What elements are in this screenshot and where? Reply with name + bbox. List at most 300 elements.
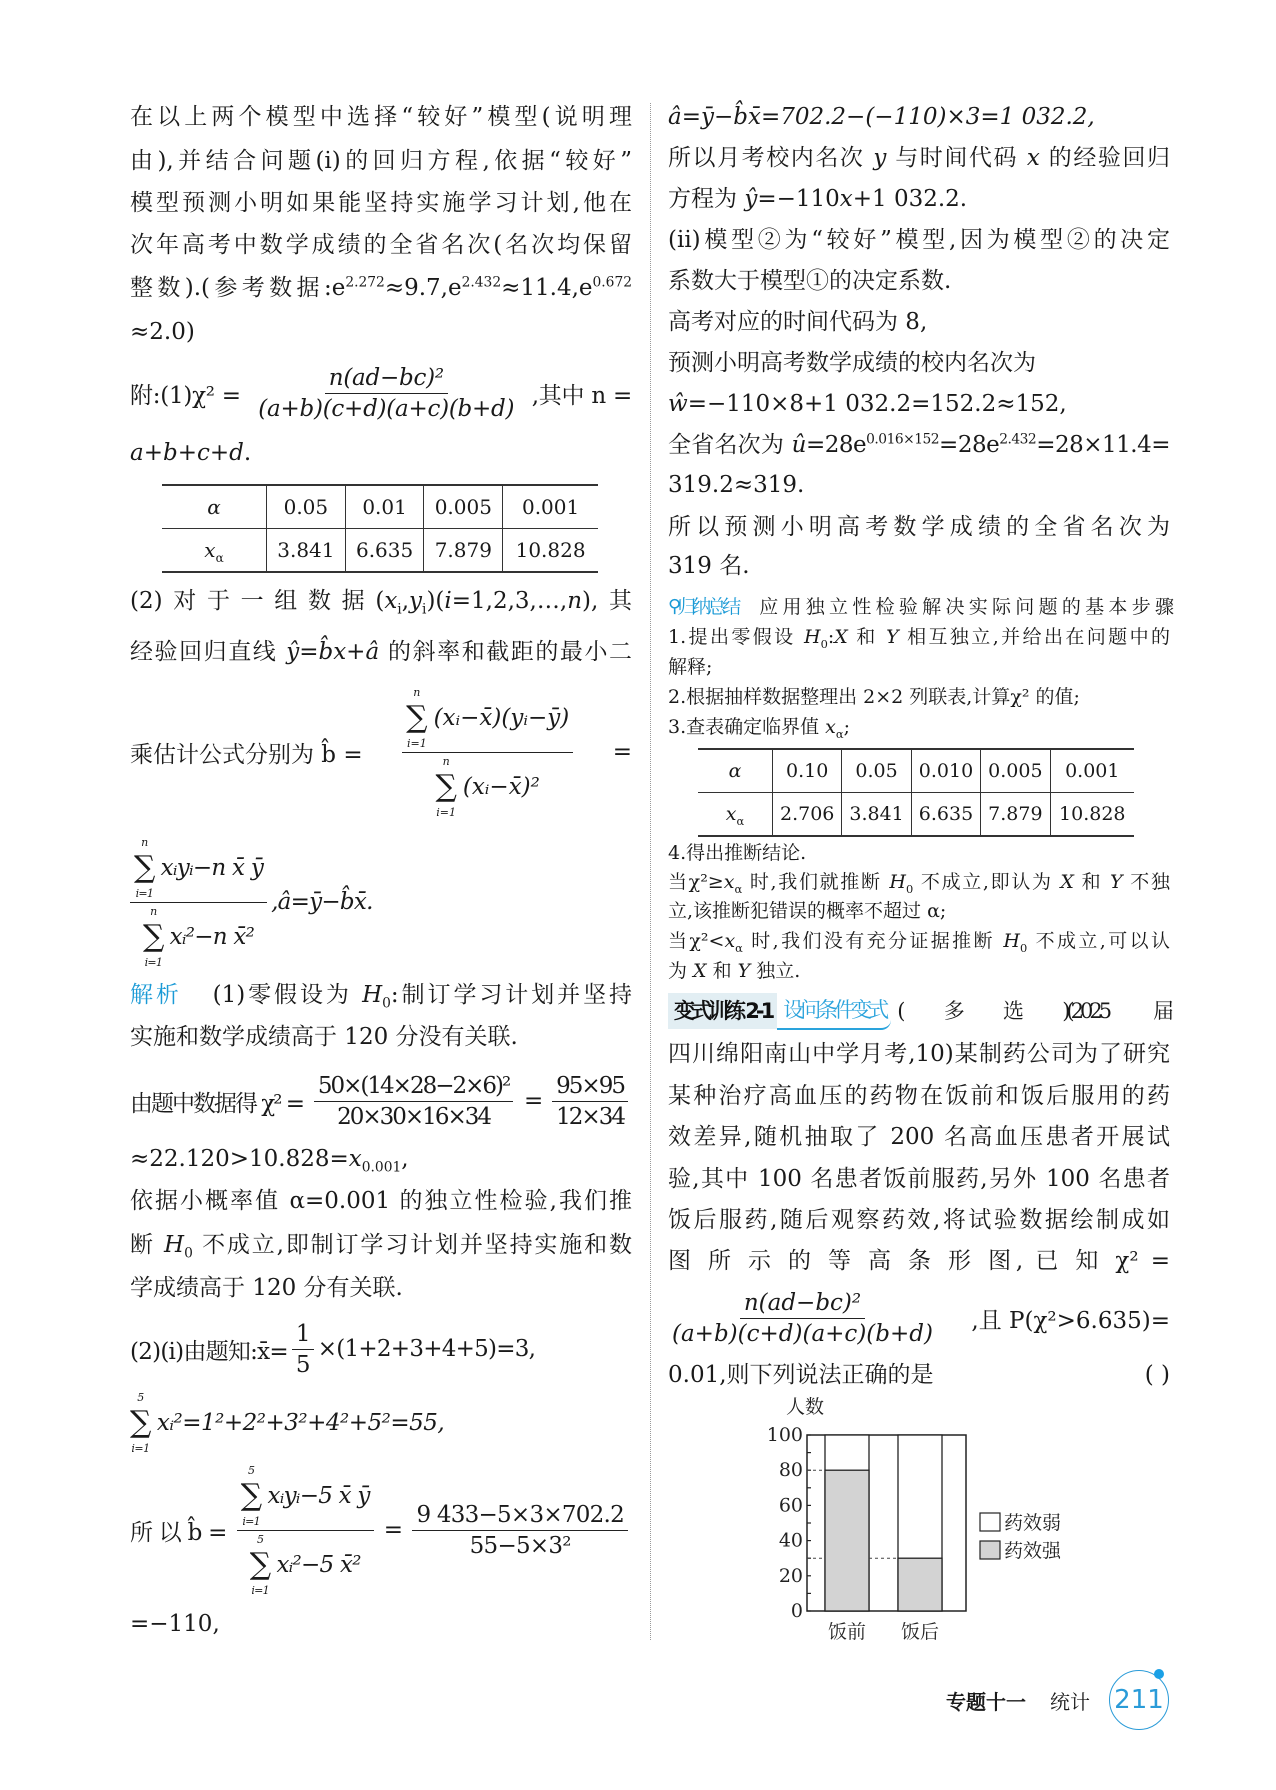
magnifier-icon: ⚲ xyxy=(668,596,678,617)
answer-blank[interactable]: ( ) xyxy=(1144,1362,1170,1388)
text-run: H xyxy=(804,626,821,648)
text-line xyxy=(130,634,632,670)
text-run: =1,2,3,…, xyxy=(451,588,568,614)
text-run: 解释; xyxy=(668,656,713,678)
text-run: ≈11.4,e xyxy=(501,275,593,301)
text-run: 和 xyxy=(706,960,738,982)
sum-upper: n xyxy=(150,904,157,918)
text-line xyxy=(668,181,1170,217)
sigma-icon: ∑ xyxy=(130,1405,151,1440)
variant-first-line: (多选)(2025 届 xyxy=(897,999,1170,1023)
text-run: x xyxy=(348,1146,362,1172)
text-run: 0.016×152 xyxy=(866,431,940,448)
text-run: â xyxy=(365,639,380,665)
slope-formula-alt xyxy=(130,834,373,970)
text-run: Y xyxy=(1110,871,1123,893)
y-tick-label: 0 xyxy=(790,1600,803,1622)
text-run: 0 xyxy=(905,881,914,896)
text-run: 2.根据抽样数据整理出 2×2 列联表,计算χ² 的值; xyxy=(668,686,1080,708)
text-run: 的经验回归 xyxy=(1039,145,1171,171)
denominator: 12×34 xyxy=(556,1103,624,1130)
text-line xyxy=(130,435,632,471)
text-run: 不独 xyxy=(1122,871,1170,893)
footer-topic: 统计 xyxy=(1050,1690,1090,1714)
text-run: 0 xyxy=(1019,940,1028,955)
sigma-icon: ∑ xyxy=(134,849,155,885)
solution-label: 解析 xyxy=(130,982,182,1008)
formula-suffix: = xyxy=(612,739,632,765)
fraction xyxy=(292,1321,314,1378)
text-run: α xyxy=(835,726,844,741)
sum-upper: 5 xyxy=(248,1463,255,1477)
text-run: 整数).(参考数据:e xyxy=(130,275,346,301)
text-run: 不成立,即认为 xyxy=(913,871,1061,893)
text-run: H xyxy=(1003,930,1020,952)
bar-segment-strong xyxy=(825,1470,869,1611)
header-cell: 0.10 xyxy=(773,749,842,793)
text-run: 四川绵阳南山中学月考,10)某制药公司为了研究 xyxy=(668,1041,1170,1067)
text-run: 在以上两个模型中选择“较好”模型(说明理 xyxy=(130,104,632,130)
text-run: ŷ xyxy=(744,186,758,212)
table-row xyxy=(162,529,598,573)
denominator-text: xᵢ²−5 x̄² xyxy=(276,1551,361,1578)
equals-sign: = xyxy=(524,1088,542,1114)
text-run: Y xyxy=(737,960,751,982)
text-run: =28×11.4= xyxy=(1036,432,1170,458)
sum-upper: 5 xyxy=(137,1391,144,1404)
sum-lower: i=1 xyxy=(436,805,457,819)
text-run: x xyxy=(825,716,836,738)
text-run: 当χ²< xyxy=(668,930,725,952)
sigma-icon: ∑ xyxy=(249,1546,271,1582)
summary-line xyxy=(668,714,1170,740)
fraction xyxy=(237,1464,374,1597)
summary-line xyxy=(668,840,1170,866)
text-line xyxy=(130,227,632,263)
text-run: α xyxy=(215,551,224,565)
fraction xyxy=(668,1290,937,1347)
text-run: a+b+c+d xyxy=(130,440,244,466)
text-line xyxy=(130,99,632,135)
slope-calculation xyxy=(130,1462,632,1598)
y-tick-label: 100 xyxy=(766,1424,803,1446)
text-line xyxy=(130,583,632,619)
text-run: 效差异,随机抽取了 200 名高血压患者开展试 xyxy=(668,1124,1170,1150)
text-run: x xyxy=(724,930,736,952)
text-run: α xyxy=(735,940,743,955)
text-line xyxy=(668,1243,1170,1279)
text-run: 方程为 xyxy=(668,186,745,212)
slope-formula xyxy=(130,684,632,820)
formula-prefix: 附:(1)χ² = xyxy=(130,382,241,409)
fraction xyxy=(552,1073,628,1130)
alpha-label: α xyxy=(698,749,773,793)
text-run: 和 xyxy=(1073,871,1111,893)
summary-line xyxy=(668,958,1170,984)
mean-calculation xyxy=(130,1314,535,1384)
text-run: 不成立,即制订学习计划并坚持实施和数 xyxy=(192,1232,633,1258)
text-run: H xyxy=(889,871,906,893)
text-run: (1)零假设为 xyxy=(212,982,363,1008)
value-cell: 7.879 xyxy=(424,529,503,573)
header-cell: 0.05 xyxy=(267,485,346,529)
text-run: 经验回归直线 xyxy=(130,639,287,665)
sigma-icon: ∑ xyxy=(142,918,164,954)
text-run: n xyxy=(567,588,583,614)
header-cell: 0.001 xyxy=(1050,749,1134,793)
text-run: 由),并结合问题(i)的回归方程,依据“较好” xyxy=(130,148,632,174)
sum-upper: n xyxy=(413,685,421,699)
text-run: i xyxy=(422,601,427,618)
text-run: , xyxy=(401,588,410,614)
sum-lower: i=1 xyxy=(406,736,427,750)
numerator xyxy=(237,1464,374,1531)
value-cell: 6.635 xyxy=(345,529,424,573)
legend-swatch xyxy=(980,1513,1000,1531)
table-header-row xyxy=(162,485,598,529)
y-tick-label: 40 xyxy=(778,1529,803,1552)
numerator: 1 xyxy=(292,1321,314,1350)
text-line xyxy=(668,1202,1170,1238)
text-run: 1.提出零假设 xyxy=(668,626,805,648)
text-run: :制订学习计划并坚持 xyxy=(390,982,633,1008)
numerator: 95×95 xyxy=(552,1073,628,1102)
formula-text: xᵢ²=1²+2²+3²+4²+5²=55, xyxy=(156,1410,445,1436)
x-category-label: 饭前 xyxy=(827,1621,867,1643)
text-run: ŵ xyxy=(668,391,688,417)
x-alpha-label xyxy=(162,529,267,573)
page-number: 211 xyxy=(1114,1685,1164,1715)
bar-segment-weak xyxy=(898,1435,942,1611)
text-run: α xyxy=(736,813,745,828)
critical-value-table xyxy=(162,484,598,573)
x-alpha-label xyxy=(698,793,773,837)
denominator xyxy=(246,1531,365,1597)
text-line xyxy=(668,509,1170,545)
text-run: ŷ xyxy=(286,639,300,665)
numerator: 50×(14×28−2×6)² xyxy=(314,1073,513,1102)
text-run: 的斜率和截距的最小二 xyxy=(379,639,633,665)
question-text: 0.01,则下列说法正确的是 xyxy=(668,1362,934,1388)
text-run: 时,我们没有充分证据推断 xyxy=(742,930,1004,952)
fraction xyxy=(254,365,518,422)
sum-symbol xyxy=(143,905,164,969)
text-run: 系数大于模型①的决定系数. xyxy=(668,268,952,294)
sum-symbol xyxy=(134,836,155,900)
text-run: i xyxy=(397,601,402,618)
text-run: (2)对于一组数据( xyxy=(130,588,385,614)
text-run: x xyxy=(725,803,737,825)
text-line xyxy=(668,1161,1170,1197)
text-run: 所以预测小明高考数学成绩的全省名次为 xyxy=(668,514,1170,540)
numerator-text: xᵢyᵢ−5 x̄ ȳ xyxy=(267,1482,370,1509)
text-run: x xyxy=(1026,145,1040,171)
text-run: 0 xyxy=(184,1245,193,1262)
y-tick-label: 80 xyxy=(778,1459,803,1482)
table-header-row xyxy=(698,749,1134,793)
numerator xyxy=(402,686,573,753)
summary-line xyxy=(668,624,1170,650)
denominator xyxy=(139,903,258,969)
text-line xyxy=(668,140,1170,176)
text-run: 立,该推断犯错误的概率不超过 α; xyxy=(668,900,947,922)
y-tick-label: 20 xyxy=(778,1564,803,1587)
summary-line xyxy=(668,869,1170,895)
equals-sign: = xyxy=(383,1517,403,1543)
text-run: : xyxy=(827,626,835,648)
denominator xyxy=(431,753,543,819)
summary-line xyxy=(668,684,1170,710)
sum-symbol xyxy=(435,755,456,819)
text-run: 3.查表确定临界值 xyxy=(668,716,826,738)
numerator: n(ad−bc)² xyxy=(325,365,448,394)
numerator: 9 433−5×3×702.2 xyxy=(412,1502,628,1531)
critical-value-table-summary xyxy=(698,748,1134,837)
sum-symbol xyxy=(250,1533,271,1597)
column-divider xyxy=(650,103,651,1640)
text-run: û xyxy=(791,432,806,458)
text-run: x xyxy=(384,588,398,614)
text-run: 时,我们就推断 xyxy=(742,871,890,893)
denominator: 5 xyxy=(295,1351,310,1378)
dot-icon xyxy=(1154,1669,1164,1679)
text-line xyxy=(668,1036,1170,1072)
text-run: x xyxy=(723,871,735,893)
text-run: H xyxy=(362,982,383,1008)
text-run: 不成立,可以认 xyxy=(1027,930,1170,952)
text-line xyxy=(668,427,1170,463)
text-run: 4.得出推断结论. xyxy=(668,842,807,864)
variant-header xyxy=(668,993,1170,1029)
text-run: 模型预测小明如果能坚持实施学习计划,他在 xyxy=(130,190,632,216)
header-cell: 0.010 xyxy=(911,749,980,793)
text-run: Y xyxy=(886,626,899,648)
text-run: â=ȳ−b̂x̄=702.2−(−110)×3=1 032.2, xyxy=(668,104,1095,130)
denominator: 20×30×16×34 xyxy=(337,1103,490,1130)
sum-lower: i=1 xyxy=(242,1514,260,1528)
text-run: 0 xyxy=(382,995,391,1012)
text-line xyxy=(130,270,632,306)
text-line xyxy=(668,263,1170,299)
denominator: (a+b)(c+d)(a+c)(b+d) xyxy=(672,1320,933,1347)
denominator: 55−5×3² xyxy=(469,1532,571,1559)
summary-subtitle: 应用独立性检验解决实际问题的基本步骤 xyxy=(759,596,1170,618)
legend-swatch xyxy=(980,1541,1000,1559)
text-line xyxy=(130,143,632,179)
text-line: =−110, xyxy=(130,1611,220,1637)
text-line xyxy=(130,1019,632,1055)
text-run: 319 名. xyxy=(668,553,750,579)
sum-lower: i=1 xyxy=(144,955,163,969)
fraction xyxy=(412,1502,628,1559)
text-run: x xyxy=(839,186,853,212)
sigma-icon: ∑ xyxy=(435,768,457,804)
alpha-label: α xyxy=(162,485,267,529)
text-run: 独立. xyxy=(750,960,801,982)
text-run: X xyxy=(693,960,707,982)
text-line xyxy=(668,304,1170,340)
text-run: b̂x xyxy=(318,639,347,665)
footer-chapter: 专题十一 xyxy=(946,1690,1026,1714)
question-line xyxy=(668,1357,1170,1393)
text-run: , xyxy=(401,1146,409,1172)
variant-tag[interactable]: 设问条件变式 xyxy=(777,992,891,1030)
text-run: 某种治疗高血压的药物在饭前和饭后服用的药 xyxy=(668,1083,1170,1109)
variant-badge: 变式训练 2-1 xyxy=(668,993,777,1029)
text-run: 当χ²≥ xyxy=(668,871,724,893)
y-tick-label: 60 xyxy=(778,1494,803,1517)
value-cell: 3.841 xyxy=(842,793,911,837)
text-line xyxy=(668,1078,1170,1114)
plot-frame xyxy=(807,1435,966,1611)
text-run: ≈9.7,e xyxy=(384,275,462,301)
summary-line xyxy=(668,898,1170,924)
text-line xyxy=(668,467,1170,503)
fraction xyxy=(130,836,267,969)
text-run: 学成绩高于 120 分有关联. xyxy=(130,1275,403,1301)
text-run: =28e xyxy=(805,432,867,458)
sum-lower: i=1 xyxy=(135,886,154,900)
text-run: =−110 xyxy=(757,186,840,212)
solution-line xyxy=(130,977,632,1013)
header-cell: 0.001 xyxy=(503,485,598,529)
sum-upper: 5 xyxy=(256,1532,264,1546)
text-run: α xyxy=(734,881,743,896)
fraction xyxy=(314,1073,513,1130)
text-run: X xyxy=(834,626,848,648)
text-run: y xyxy=(873,145,887,171)
text-run-group xyxy=(212,982,633,1012)
formula-suffix: ,其中 n = xyxy=(531,382,632,409)
text-run: 饭后服药,随后观察药效,将试验数据绘制成如 xyxy=(668,1207,1170,1233)
text-run: x xyxy=(204,538,216,562)
text-run: =−110×8+1 032.2=152.2≈152, xyxy=(687,391,1067,417)
text-run: 全省名次为 xyxy=(668,432,792,458)
sigma-icon: ∑ xyxy=(240,1477,262,1513)
text-run: 断 xyxy=(130,1232,165,1258)
text-run: 依据小概率值 α=0.001 的独立性检验,我们推 xyxy=(130,1188,632,1214)
chi-square-formula xyxy=(130,355,632,431)
page-number-badge xyxy=(1109,1670,1169,1730)
text-run: ),其 xyxy=(582,588,632,614)
numerator-text: (xᵢ−x̄)(yᵢ−ȳ) xyxy=(433,704,570,731)
value-cell: 7.879 xyxy=(981,793,1050,837)
text-run: (ii)模型②为“较好”模型,因为模型②的决定 xyxy=(668,227,1170,253)
variant-formula xyxy=(668,1284,1170,1352)
text-run: 图 所 示 的 等 高 条 形 图, 已 知 χ² = xyxy=(668,1248,1170,1274)
bar-segment-weak xyxy=(825,1435,869,1611)
sigma-icon: ∑ xyxy=(406,699,428,735)
bar-segment-strong xyxy=(898,1558,942,1611)
sum-symbol xyxy=(130,1391,151,1455)
formula-prefix: 乘估计公式分别为 b̂ = xyxy=(130,741,363,768)
value-cell: 6.635 xyxy=(911,793,980,837)
text-run: 预测小明高考数学成绩的校内名次为 xyxy=(668,350,1036,376)
text-run: 为 xyxy=(668,960,694,982)
text-run: 319.2≈319. xyxy=(668,472,805,498)
numerator xyxy=(130,836,267,903)
text-run: 0.672 xyxy=(592,274,632,291)
text-line xyxy=(130,314,632,350)
chi-square-calculation xyxy=(130,1064,632,1138)
text-run: y xyxy=(409,588,423,614)
value-cell: 10.828 xyxy=(503,529,598,573)
formula-prefix: (2)(i)由题知:x̄= xyxy=(130,1338,288,1365)
sum-symbol xyxy=(241,1464,262,1528)
text-line xyxy=(130,1141,632,1177)
text-line xyxy=(668,386,1170,422)
header-cell: 0.01 xyxy=(345,485,424,529)
denominator-text: (xᵢ−x̄)² xyxy=(462,773,540,800)
y-axis-label: 人数 xyxy=(786,1396,825,1418)
header-cell: 0.05 xyxy=(842,749,911,793)
sum-lower: i=1 xyxy=(251,1583,269,1597)
sum-lower: i=1 xyxy=(131,1442,150,1455)
text-line xyxy=(130,1183,632,1219)
text-run: ≈2.0) xyxy=(130,319,195,345)
text-run: 和 xyxy=(847,626,887,648)
text-run: 实施和数学成绩高于 120 分没有关联. xyxy=(130,1024,518,1050)
sum-upper: n xyxy=(442,754,450,768)
legend-label: 药效弱 xyxy=(1004,1512,1062,1534)
text-run: =28e xyxy=(939,432,1000,458)
formula-prefix: 所 以 b̂ = xyxy=(130,1519,227,1546)
table-row xyxy=(698,793,1134,837)
text-run: i xyxy=(444,588,452,614)
text-run: 所以月考校内名次 xyxy=(668,145,874,171)
text-run: 0 xyxy=(820,636,828,651)
text-line xyxy=(668,99,1170,135)
text-run: )( xyxy=(426,588,445,614)
formula-suffix: ,â=ȳ−b̂x̄. xyxy=(271,889,373,915)
text-run: 相互独立,并给出在问题中的 xyxy=(898,626,1170,648)
text-run: + xyxy=(346,639,366,665)
formula-prefix: 由题中数据得 χ² = xyxy=(130,1090,304,1117)
text-line xyxy=(130,185,632,221)
text-run: . xyxy=(243,440,252,466)
text-line xyxy=(668,1119,1170,1155)
text-run: 2.432 xyxy=(999,431,1037,448)
fraction xyxy=(402,686,573,819)
text-line xyxy=(130,1270,632,1306)
text-run: 验,其中 100 名患者饭前服药,另外 100 名患者 xyxy=(668,1166,1170,1192)
text-run: 与时间代码 xyxy=(886,145,1027,171)
sum-of-squares xyxy=(130,1390,444,1456)
text-run: ≈22.120>10.828= xyxy=(130,1146,349,1172)
formula-suffix: ×(1+2+3+4+5)=3, xyxy=(317,1336,536,1362)
numerator: n(ad−bc)² xyxy=(740,1290,865,1319)
header-cell: 0.005 xyxy=(981,749,1050,793)
text-line xyxy=(668,345,1170,381)
text-run: +1 032.2. xyxy=(852,186,968,212)
value-cell: 2.706 xyxy=(773,793,842,837)
summary-line xyxy=(668,928,1170,954)
legend-label: 药效强 xyxy=(1004,1540,1062,1562)
text-line xyxy=(668,222,1170,258)
sum-upper: n xyxy=(141,835,148,849)
summary-header xyxy=(668,594,1170,620)
text-run: 高考对应的时间代码为 8, xyxy=(668,309,928,335)
x-category-label: 饭后 xyxy=(900,1621,940,1643)
value-cell: 3.841 xyxy=(267,529,346,573)
text-line xyxy=(130,1227,632,1263)
text-run: 次年高考中数学成绩的全省名次(名次均保留 xyxy=(130,232,632,258)
text-run: ; xyxy=(843,716,850,738)
header-cell: 0.005 xyxy=(424,485,503,529)
denominator: (a+b)(c+d)(a+c)(b+d) xyxy=(258,395,515,422)
text-line xyxy=(668,548,1170,584)
summary-line xyxy=(668,654,1170,680)
